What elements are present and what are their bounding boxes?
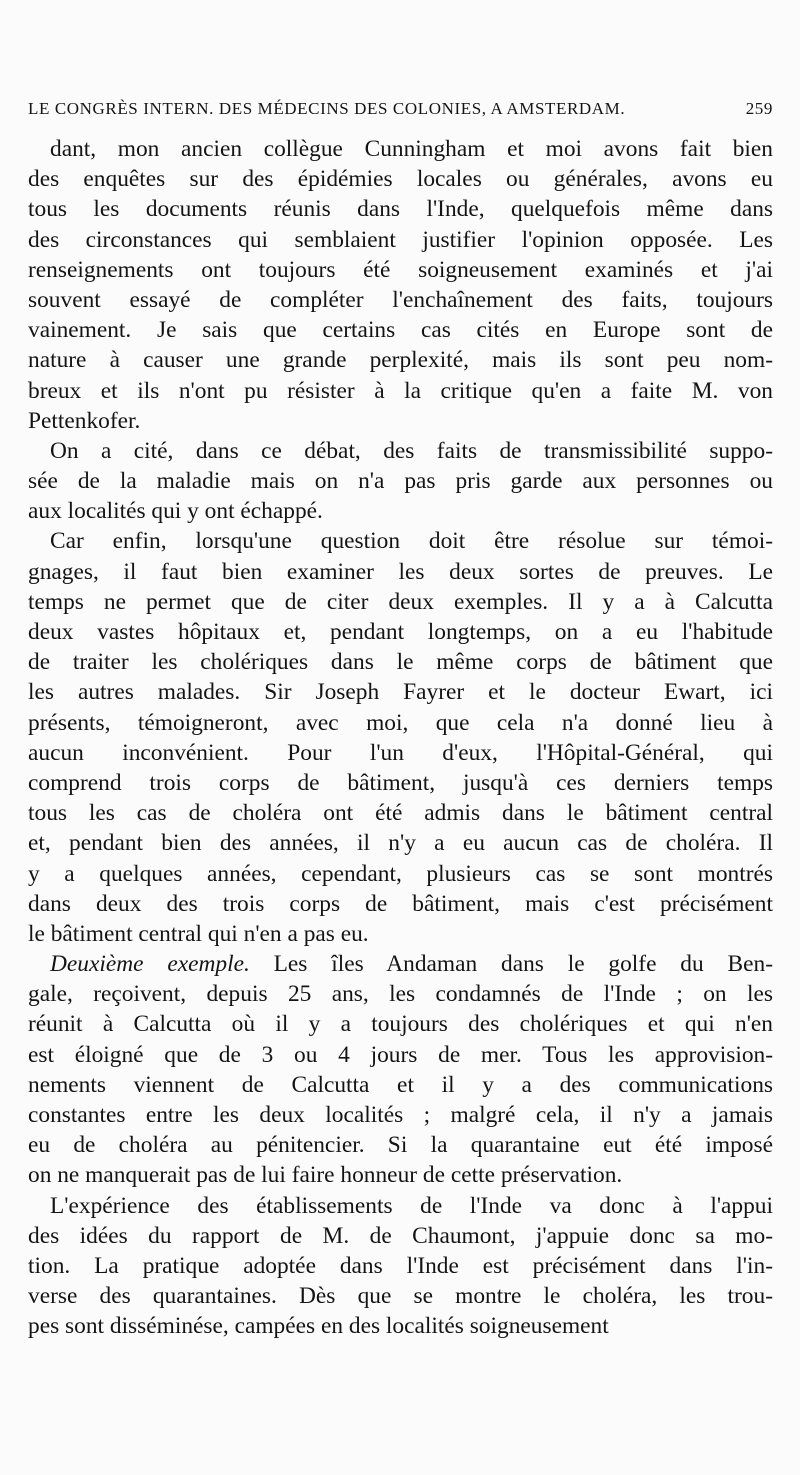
line-text: le bâtiment central qui n'en a pas eu.: [28, 920, 369, 947]
line-text: aux localités qui y ont échappé.: [28, 498, 323, 525]
text-line: [28, 315, 773, 345]
line-text: vainement. Je sais que certains cas cités en Europe sont de: [28, 317, 773, 344]
line-text: tous les cas de choléra ont été admis dans le bâtiment central: [28, 800, 773, 827]
line-text: gale, reçoivent, depuis 25 ans, les condamnés de l'Inde ; on les: [28, 981, 773, 1008]
text-line: [28, 164, 773, 194]
text-line: [28, 194, 773, 224]
running-head-title: LE CONGRÈS INTERN. DES MÉDECINS DES COLONIES, A AMSTERDAM.: [28, 99, 626, 118]
line-text: tion. La pratique adoptée dans l'Inde est précisément dans l'in-: [28, 1252, 773, 1279]
line-text: Les îles Andaman dans le golfe du Ben-: [249, 951, 773, 978]
line-text: On a cité, dans ce débat, des faits de transmissibilité suppo-: [50, 437, 773, 464]
line-text: y a quelques années, cependant, plusieurs cas se sont montrés: [28, 860, 773, 887]
line-text: breux et ils n'ont pu résister à la critique qu'en a faite M. von: [28, 377, 773, 404]
text-line: [28, 376, 773, 406]
text-line: [28, 889, 773, 919]
line-text: souvent essayé de compléter l'enchaînement des faits, toujours: [28, 286, 773, 313]
text-line: [28, 1040, 773, 1070]
text-line: [28, 1130, 773, 1160]
text-line: [28, 1100, 773, 1130]
text-line: [28, 345, 773, 375]
text-line: [28, 768, 773, 798]
line-text: aucun inconvénient. Pour l'un d'eux, l'Hôpital-Général, qui: [28, 739, 773, 766]
line-text: de traiter les cholériques dans le même corps de bâtiment que: [28, 649, 773, 676]
text-line: [28, 1311, 773, 1341]
text-line: [28, 1251, 773, 1281]
text-line: [28, 496, 773, 526]
text-line: [28, 255, 773, 285]
text-line: [28, 587, 773, 617]
text-line: [28, 1070, 773, 1100]
line-text: réunit à Calcutta où il y a toujours des cholériques et qui n'en: [28, 1011, 773, 1038]
text-line: [28, 526, 773, 556]
line-text: dans deux des trois corps de bâtiment, mais c'est précisément: [28, 890, 773, 917]
text-line: [28, 225, 773, 255]
running-head: [28, 99, 773, 125]
text-line: [28, 285, 773, 315]
text-line: [28, 617, 773, 647]
line-text: des circonstances qui semblaient justifier l'opinion opposée. Les: [28, 226, 773, 253]
text-line: [28, 1009, 773, 1039]
italic-lead: Deuxième exemple.: [50, 951, 250, 978]
text-line: [28, 436, 773, 466]
text-line: [28, 134, 773, 164]
body-text: [28, 134, 773, 1342]
line-text: comprend trois corps de bâtiment, jusqu'à ces derniers temps: [28, 769, 773, 796]
text-line: [28, 406, 773, 436]
text-line: [28, 828, 773, 858]
line-text: Pettenkofer.: [28, 407, 141, 434]
line-text: on ne manquerait pas de lui faire honneur de cette préservation.: [28, 1162, 623, 1189]
text-line: [28, 647, 773, 677]
text-line: [28, 1221, 773, 1251]
line-text: tous les documents réunis dans l'Inde, quelquefois même dans: [28, 196, 773, 223]
text-line: [28, 798, 773, 828]
line-text: nements viennent de Calcutta et il y a des communications: [28, 1071, 773, 1098]
text-line: [28, 466, 773, 496]
text-line: [28, 677, 773, 707]
line-text: est éloigné que de 3 ou 4 jours de mer. Tous les approvision-: [28, 1041, 773, 1068]
line-text: des idées du rapport de M. de Chaumont, j'appuie donc sa mo-: [28, 1222, 773, 1249]
text-line: [28, 738, 773, 768]
text-line: [28, 859, 773, 889]
line-text: eu de choléra au pénitencier. Si la quarantaine eut été imposé: [28, 1132, 773, 1159]
text-line: [28, 979, 773, 1009]
line-text: deux vastes hôpitaux et, pendant longtemps, on a eu l'habitude: [28, 619, 773, 645]
line-text: verse des quarantaines. Dès que se montre le choléra, les trou-: [28, 1283, 773, 1310]
line-text: nature à causer une grande perplexité, mais ils sont peu nom-: [28, 347, 773, 374]
line-text: dant, mon ancien collègue Cunningham et moi avons fait bien: [50, 136, 773, 162]
text-line: [28, 949, 773, 979]
line-text: gnages, il faut bien examiner les deux sortes de preuves. Le: [28, 558, 773, 585]
text-line: [28, 919, 773, 949]
line-text: constantes entre les deux localités ; malgré cela, il n'y a jamais: [28, 1102, 773, 1128]
text-line: [28, 557, 773, 587]
line-text: sée de la maladie mais on n'a pas pris garde aux personnes ou: [28, 468, 773, 495]
line-text: Car enfin, lorsqu'une question doit être résolue sur témoi-: [50, 528, 773, 555]
text-line: [28, 1160, 773, 1190]
line-text: temps ne permet que de citer deux exemples. Il y a à Calcutta: [28, 588, 773, 615]
line-text: les autres malades. Sir Joseph Fayrer et le docteur Ewart, ici: [28, 679, 773, 706]
line-text: pes sont disséminése, campées en des localités soigneusement: [28, 1313, 609, 1340]
line-text: et, pendant bien des années, il n'y a eu aucun cas de choléra. Il: [28, 830, 773, 857]
line-text: L'expérience des établissements de l'Inde va donc à l'appui: [50, 1192, 773, 1219]
page-number: 259: [745, 99, 773, 118]
line-text: renseignements ont toujours été soigneusement examinés et j'ai: [28, 256, 773, 283]
text-line: [28, 1191, 773, 1221]
line-text: des enquêtes sur des épidémies locales ou générales, avons eu: [28, 166, 773, 193]
line-text: présents, témoigneront, avec moi, que cela n'a donné lieu à: [28, 709, 773, 736]
text-line: [28, 1281, 773, 1311]
text-line: [28, 708, 773, 738]
